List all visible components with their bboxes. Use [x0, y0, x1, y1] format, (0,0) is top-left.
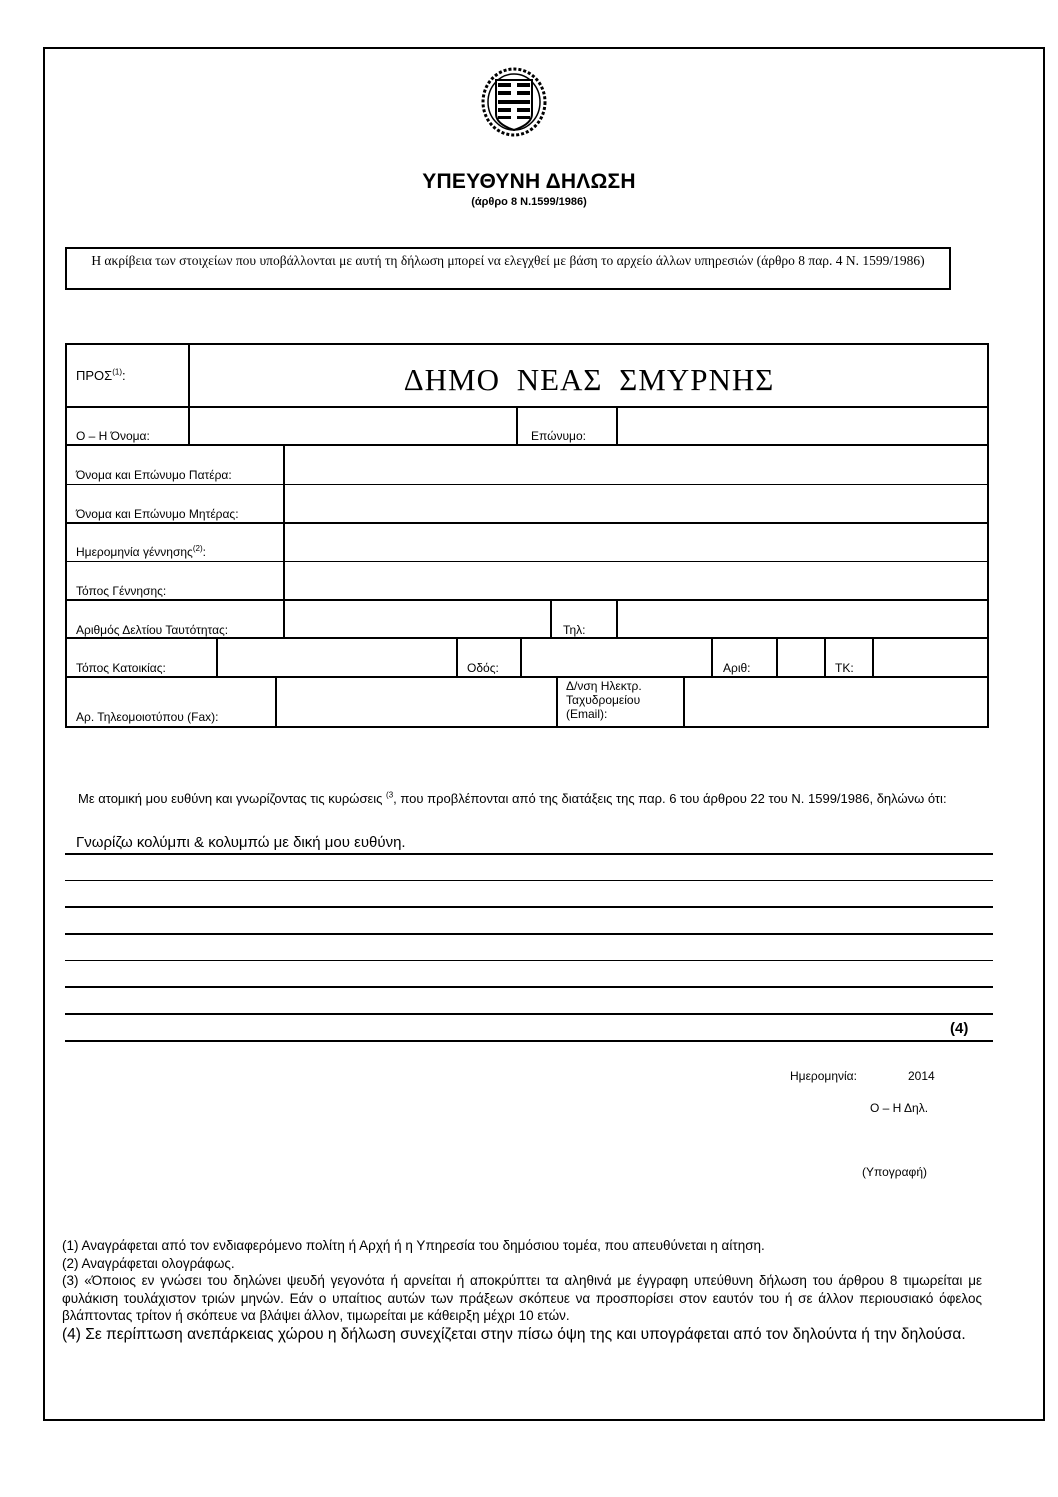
- table-border-bottom: [65, 726, 989, 728]
- declarant-label: Ο – Η Δηλ.: [870, 1101, 929, 1115]
- table-divider: [283, 599, 285, 638]
- continuation-note-marker: (4): [950, 1020, 969, 1037]
- birthdate-field[interactable]: [286, 524, 986, 561]
- writing-line: [65, 986, 993, 988]
- postal-code-label: ΤΚ:: [835, 661, 854, 675]
- writing-line: [65, 933, 993, 935]
- footnotes: [62, 1237, 982, 1344]
- table-divider: [516, 406, 518, 445]
- footnote-2: (2) Αναγράφεται ολογράφως.: [62, 1255, 235, 1271]
- first-name-field[interactable]: [190, 408, 516, 445]
- accuracy-notice: Η ακρίβεια των στοιχείων που υποβάλλονται με αυτή τη δήλωση μπορεί να ελεγχθεί με βάση το αρχείο άλλων υπηρεσιών (άρθρο 8 παρ. 4 Ν. 1599/1986): [65, 247, 951, 290]
- father-name-label: Όνομα και Επώνυμο Πατέρα:: [76, 468, 232, 482]
- table-divider: [65, 484, 989, 485]
- table-divider: [550, 599, 552, 638]
- writing-line: [65, 880, 993, 881]
- table-divider: [456, 637, 458, 677]
- mother-name-field[interactable]: [286, 486, 986, 522]
- residence-field[interactable]: [218, 639, 456, 676]
- table-divider: [711, 637, 713, 677]
- email-field[interactable]: [685, 678, 986, 726]
- birthplace-field[interactable]: [286, 563, 986, 599]
- last-name-field[interactable]: [618, 408, 986, 445]
- table-border-top: [65, 343, 989, 345]
- declaration-answer[interactable]: Γνωρίζω κολύμπι & κολυμπώ με δική μου ευθύνη.: [76, 834, 406, 851]
- table-border-left: [65, 343, 67, 728]
- table-divider: [824, 637, 826, 677]
- writing-line: [65, 960, 993, 961]
- declaration-intro: Με ατομική μου ευθύνη και γνωρίζοντας τις κυρώσεις $^{(3}$, που προβλέπονται από της διατάξεις της παρ. 6 του άρθρου 22 του Ν. 1599/1986, δηλώνω ότι:: [78, 790, 947, 806]
- email-label: Δ/νση Ηλεκτρ. Ταχυδρομείου (Email):: [566, 679, 642, 721]
- date-value[interactable]: 2014: [908, 1069, 935, 1083]
- date-label: Ημερομηνία:: [790, 1069, 857, 1083]
- street-number-field[interactable]: [778, 639, 824, 676]
- recipient-value[interactable]: ΔΗΜΟ ΝΕΑΣ ΣΜΥΡΝΗΣ: [403, 362, 775, 397]
- street-label: Οδός:: [467, 661, 499, 675]
- table-divider: [65, 561, 989, 562]
- phone-field[interactable]: [618, 601, 986, 638]
- document-subtitle: (άρθρο 8 Ν.1599/1986): [471, 196, 587, 208]
- street-field[interactable]: [522, 639, 712, 676]
- id-number-label: Αριθμός Δελτίου Ταυτότητας:: [76, 623, 229, 637]
- table-divider: [556, 676, 558, 727]
- greek-coat-of-arms-icon: [478, 64, 550, 146]
- mother-name-label: Όνομα και Επώνυμο Μητέρας:: [76, 507, 239, 521]
- footnote-3: (3) «Όποιος εν γνώσει του δηλώνει ψευδή γεγονότα ή αρνείται ή αποκρύπτει τα αληθινά με έγγραφη υπεύθυνη δήλωση του άρθρου 8 τιμωρείται με φυλάκιση τουλάχιστον τριών μηνών. Εάν ο υπαίτιος αυτών των πράξεων σκόπευε να προσπορίσει στον εαυτόν του ή σε άλλον περιουσιακό όφελος βλάπτοντας τρίτον ή σκόπευε να βλάψει άλλον, τιμωρείται με κάθειρξη μέχρι 10 ετών.: [62, 1273, 982, 1323]
- signature-label: (Υπογραφή): [862, 1165, 927, 1179]
- writing-line: [65, 853, 993, 855]
- birthdate-label: Ημερομηνία γέννησης$^{(2)}$:: [76, 544, 206, 559]
- id-number-field[interactable]: [286, 601, 550, 638]
- writing-line: [65, 1013, 993, 1015]
- residence-label: Τόπος Κατοικίας:: [76, 661, 166, 675]
- father-name-field[interactable]: [286, 446, 986, 483]
- document-title: ΥΠΕΥΘΥΝΗ ΔΗΛΩΣΗ: [422, 170, 636, 193]
- street-number-label: Αριθ:: [723, 661, 751, 675]
- footnote-4: (4) Σε περίπτωση ανεπάρκειας χώρου η δήλωση συνεχίζεται στην πίσω όψη της και υπογράφεται από τον δηλούντα ή την δηλούσα.: [62, 1325, 966, 1343]
- phone-label: Τηλ:: [563, 623, 586, 637]
- last-name-label: Επώνυμο:: [531, 429, 586, 443]
- fax-field[interactable]: [277, 678, 557, 726]
- footnote-1: (1) Αναγράφεται από τον ενδιαφερόμενο πολίτη ή Αρχή ή η Υπηρεσία του δημόσιου τομέα, που απευθύνεται η αίτηση.: [62, 1238, 765, 1253]
- postal-code-field[interactable]: [874, 639, 986, 676]
- fax-label: Αρ. Τηλεομοιοτύπου (Fax):: [76, 710, 219, 724]
- writing-line: [65, 1040, 993, 1042]
- writing-line: [65, 906, 993, 908]
- table-border-right: [987, 343, 989, 728]
- birthplace-label: Τόπος Γέννησης:: [76, 584, 167, 598]
- first-name-label: Ο – Η Όνομα:: [76, 429, 150, 443]
- to-label: ΠΡΟΣ$^{(1)}$:: [76, 367, 126, 383]
